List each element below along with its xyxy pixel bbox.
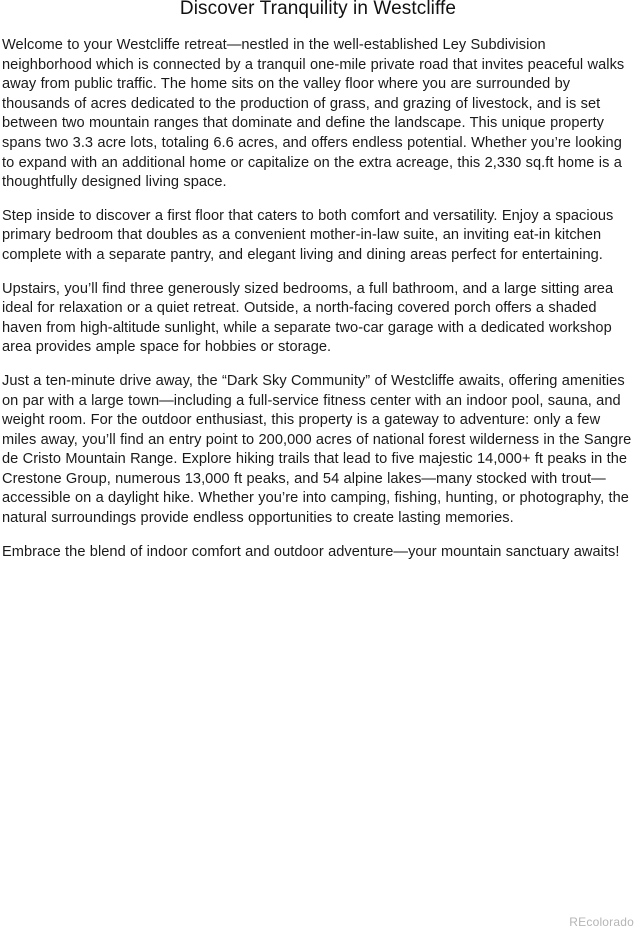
paragraph-first-floor: Step inside to discover a first floor that caters to both comfort and versatility. Enjoy a spacious primary bedroom that doubles as a convenient mother-in-law suite, an inviting eat-in kitchen complete with a separate pantry, and elegant living and dining areas perfect for entertaining. bbox=[2, 207, 614, 263]
document-body bbox=[2, 36, 634, 576]
recolorado-watermark: REcolorado bbox=[569, 915, 634, 929]
paragraph-closing: Embrace the blend of indoor comfort and outdoor adventure—your mountain sanctuary awaits! bbox=[2, 543, 620, 560]
document-title: Discover Tranquility in Westcliffe bbox=[179, 0, 457, 19]
paragraph-intro: Welcome to your Westcliffe retreat—nestled in the well-established Ley Subdivision neighborhood which is connected by a tranquil one-mile private road that invites peaceful walks away from public traffic. The home sits on the valley floor where you are surrounded by thousands of acres dedicated to the production of grass, and grazing of livestock, and is set between two mountain ranges that dominate and define the landscape. This unique property spans two 3.3 acre lots, totaling 6.6 acres, and offers endless potential. Whether you’re looking to expand with an additional home or capitalize on the extra acreage, this 2,330 sq.ft home is a thoughtfully designed living space. bbox=[2, 37, 625, 191]
paragraph-upstairs: Upstairs, you’ll find three generously sized bedrooms, a full bathroom, and a large sitting area ideal for relaxation or a quiet retreat. Outside, a north-facing covered porch offers a shaded haven from high-altitude sunlight, while a separate two-car garage with a dedicated workshop area provides ample space for hobbies or storage. bbox=[2, 280, 614, 356]
paragraph-community: Just a ten-minute drive away, the “Dark Sky Community” of Westcliffe awaits, offering amenities on par with a large town—including a full-service fitness center with an indoor pool, sauna, and weight room. For the outdoor enthusiast, this property is a gateway to adventure: only a few miles away, you’ll find an entry point to 200,000 acres of national forest wilderness in the Sangre de Cristo Mountain Range. Explore hiking trails that lead to five majestic 14,000+ ft peaks in the Crestone Group, numerous 13,000 ft peaks, and 54 alpine lakes—many stocked with trout—accessible on a daylight hike. Whether you’re into camping, fishing, hunting, or photography, the natural surroundings provide endless opportunities to create lasting memories. bbox=[2, 372, 632, 527]
